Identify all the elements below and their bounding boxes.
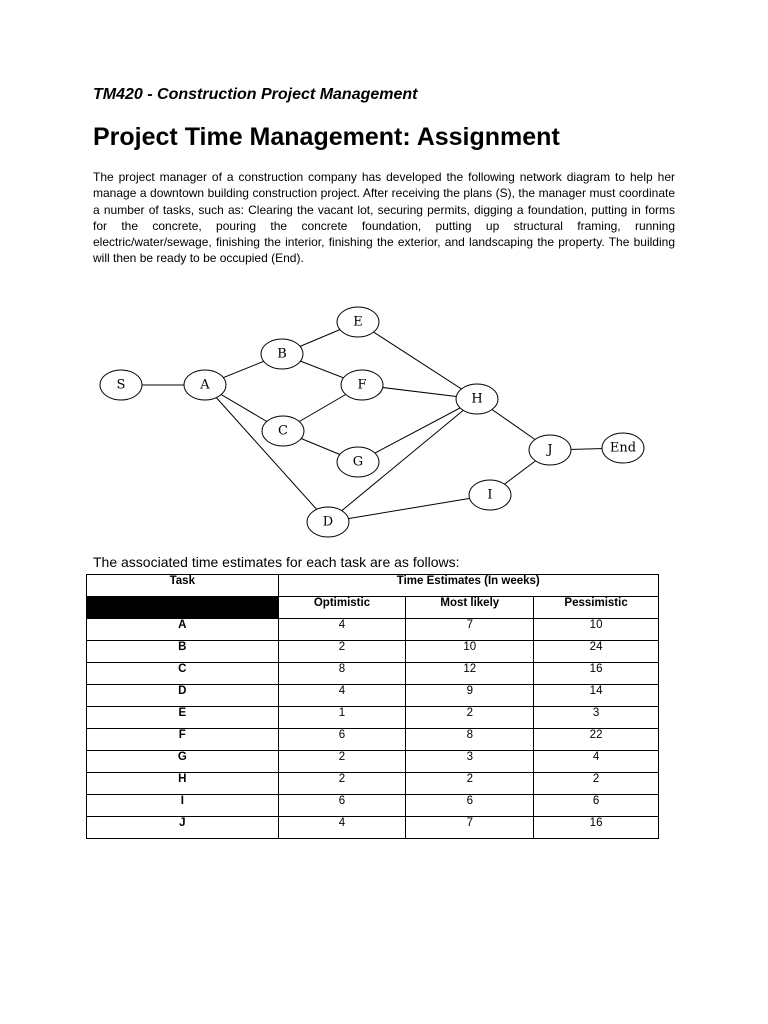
- node-a: [184, 370, 226, 400]
- optimistic-cell: 2: [278, 751, 406, 773]
- node-g: [337, 447, 379, 477]
- table-row: [87, 773, 659, 795]
- optimistic-cell: 4: [278, 619, 406, 641]
- task-cell: F: [87, 729, 279, 751]
- header-task: Task: [87, 575, 279, 597]
- table-row: [87, 795, 659, 817]
- header-optimistic: Optimistic: [278, 597, 406, 619]
- header-most-likely: Most likely: [406, 597, 534, 619]
- most-likely-cell: 9: [406, 685, 534, 707]
- edge-a-d: [205, 385, 328, 522]
- node-s: [100, 370, 142, 400]
- course-title: TM420 - Construction Project Management: [93, 86, 418, 103]
- table-row: [87, 641, 659, 663]
- node-label: F: [357, 377, 367, 393]
- table-row: [87, 729, 659, 751]
- node-label: A: [200, 377, 210, 393]
- node-label: C: [278, 423, 288, 439]
- pessimistic-cell: 14: [534, 685, 659, 707]
- node-label: End: [609, 440, 637, 456]
- node-d: [307, 507, 349, 537]
- node-label: S: [116, 377, 126, 393]
- intro-paragraph: The project manager of a construction company has developed the following network diagram to help her manage a downtown building construction project. After receiving the plans (S), the manager must coordinate a number of tasks, such as: Clearing the vacant lot, securing permits, digging a foundation, putting in forms for the concrete, pouring the concrete foundation, putting up structural framing, running electric/water/sewage, finishing the interior, finishing the exterior, and landscaping the property. The building will then be ready to be occupied (End).: [93, 170, 675, 266]
- optimistic-cell: 8: [278, 663, 406, 685]
- task-cell: B: [87, 641, 279, 663]
- optimistic-cell: 4: [278, 685, 406, 707]
- table-row: [87, 663, 659, 685]
- task-cell: C: [87, 663, 279, 685]
- optimistic-cell: 6: [278, 729, 406, 751]
- table-row: [87, 707, 659, 729]
- task-cell: H: [87, 773, 279, 795]
- most-likely-cell: 3: [406, 751, 534, 773]
- node-c: [262, 416, 304, 446]
- most-likely-cell: 8: [406, 729, 534, 751]
- most-likely-cell: 6: [406, 795, 534, 817]
- pessimistic-cell: 6: [534, 795, 659, 817]
- edge-g-h: [358, 399, 477, 462]
- optimistic-cell: 4: [278, 817, 406, 839]
- node-j: [529, 435, 571, 465]
- node-label: E: [353, 314, 363, 330]
- pessimistic-cell: 3: [534, 707, 659, 729]
- page-title: Project Time Management: Assignment: [93, 123, 560, 151]
- most-likely-cell: 7: [406, 817, 534, 839]
- task-cell: E: [87, 707, 279, 729]
- most-likely-cell: 10: [406, 641, 534, 663]
- table-row: [87, 817, 659, 839]
- most-likely-cell: 7: [406, 619, 534, 641]
- node-e: [337, 307, 379, 337]
- node-f: [341, 370, 383, 400]
- node-label: B: [277, 346, 287, 362]
- network-nodes: [100, 307, 644, 537]
- pessimistic-cell: 10: [534, 619, 659, 641]
- table-row: [87, 751, 659, 773]
- header-time-estimates: Time Estimates (In weeks): [278, 575, 658, 597]
- node-h: [456, 384, 498, 414]
- task-cell: I: [87, 795, 279, 817]
- most-likely-cell: 12: [406, 663, 534, 685]
- pessimistic-cell: 2: [534, 773, 659, 795]
- optimistic-cell: 1: [278, 707, 406, 729]
- pessimistic-cell: 16: [534, 663, 659, 685]
- table-caption: The associated time estimates for each task are as follows:: [93, 554, 460, 570]
- optimistic-cell: 6: [278, 795, 406, 817]
- node-label: I: [487, 487, 493, 503]
- most-likely-cell: 2: [406, 773, 534, 795]
- task-cell: J: [87, 817, 279, 839]
- table-row: [87, 619, 659, 641]
- header-blank-cell: [87, 597, 279, 619]
- node-label: H: [471, 391, 483, 407]
- node-end: [602, 433, 644, 463]
- optimistic-cell: 2: [278, 773, 406, 795]
- optimistic-cell: 2: [278, 641, 406, 663]
- node-b: [261, 339, 303, 369]
- task-cell: G: [87, 751, 279, 773]
- table-row: [87, 685, 659, 707]
- node-label: G: [352, 454, 364, 470]
- most-likely-cell: 2: [406, 707, 534, 729]
- edge-d-i: [328, 495, 490, 522]
- header-pessimistic: Pessimistic: [534, 597, 659, 619]
- pessimistic-cell: 4: [534, 751, 659, 773]
- task-cell: D: [87, 685, 279, 707]
- time-estimates-table: [86, 574, 659, 839]
- node-label: J: [547, 442, 553, 458]
- node-label: D: [322, 514, 334, 530]
- pessimistic-cell: 22: [534, 729, 659, 751]
- network-edges: [121, 322, 623, 522]
- pessimistic-cell: 16: [534, 817, 659, 839]
- pessimistic-cell: 24: [534, 641, 659, 663]
- task-cell: A: [87, 619, 279, 641]
- node-i: [469, 480, 511, 510]
